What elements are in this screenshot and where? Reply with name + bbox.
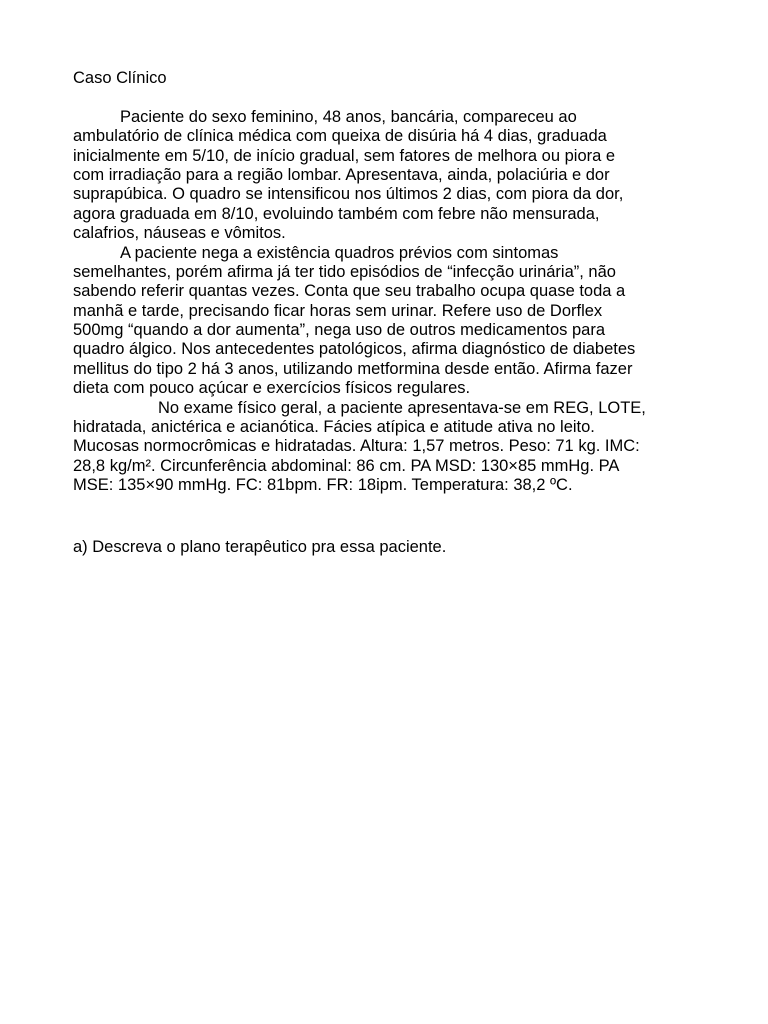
paragraph-line: inicialmente em 5/10, de início gradual, sem fatores de melhora ou piora e	[73, 146, 616, 165]
document-title: Caso Clínico	[73, 69, 167, 87]
paragraph-line: com irradiação para a região lombar. Apresentava, ainda, polaciúria e dor	[73, 165, 610, 184]
paragraph-physical-exam	[73, 399, 703, 496]
paragraph-line: No exame físico geral, a paciente apresentava-se em REG, LOTE,	[158, 398, 646, 417]
paragraph-line: A paciente nega a existência quadros prévios com sintomas	[120, 243, 559, 262]
paragraph-line: hidratada, anictérica e acianótica. Fácies atípica e atitude ativa no leito.	[73, 418, 595, 437]
paragraph-line: mellitus do tipo 2 há 3 anos, utilizando metformina desde então. Afirma fazer	[73, 359, 633, 378]
paragraph-line: calafrios, náuseas e vômitos.	[73, 224, 286, 243]
paragraph-line: quadro álgico. Nos antecedentes patológicos, afirma diagnóstico de diabetes	[73, 340, 636, 359]
blank-line	[73, 88, 703, 107]
paragraph-line: 28,8 kg/m². Circunferência abdominal: 86 cm. PA MSD: 130×85 mmHg. PA	[73, 456, 620, 475]
paragraph-line: agora graduada em 8/10, evoluindo também com febre não mensurada,	[73, 204, 600, 223]
paragraph-line: 500mg “quando a dor aumenta”, nega uso de outros medicamentos para	[73, 321, 606, 340]
paragraph-line: ambulatório de clínica médica com queixa de disúria há 4 dias, graduada	[73, 127, 607, 146]
paragraph-line: Paciente do sexo feminino, 48 anos, bancária, compareceu ao	[120, 107, 577, 126]
document-body	[73, 69, 703, 557]
paragraph-line: manhã e tarde, precisando ficar horas sem urinar. Refere uso de Dorflex	[73, 301, 603, 320]
paragraph-line: Mucosas normocrômicas e hidratadas. Altura: 1,57 metros. Peso: 71 kg. IMC:	[73, 437, 640, 456]
paragraph-line: MSE: 135×90 mmHg. FC: 81bpm. FR: 18ipm. Temperatura: 38,2 ºC.	[73, 476, 573, 495]
paragraph-line: semelhantes, porém afirma já ter tido episódios de “infecção urinária”, não	[73, 262, 616, 281]
paragraph-history	[73, 108, 703, 244]
paragraph-background	[73, 244, 703, 399]
paragraph-line: dieta com pouco açúcar e exercícios físicos regulares.	[73, 379, 471, 398]
blank-line	[73, 496, 703, 515]
paragraph-line: sabendo referir quantas vezes. Conta que seu trabalho ocupa quase toda a	[73, 282, 626, 301]
paragraph-line: suprapúbica. O quadro se intensificou nos últimos 2 dias, com piora da dor,	[73, 185, 624, 204]
question-a: a) Descreva o plano terapêutico pra essa paciente.	[73, 537, 447, 556]
